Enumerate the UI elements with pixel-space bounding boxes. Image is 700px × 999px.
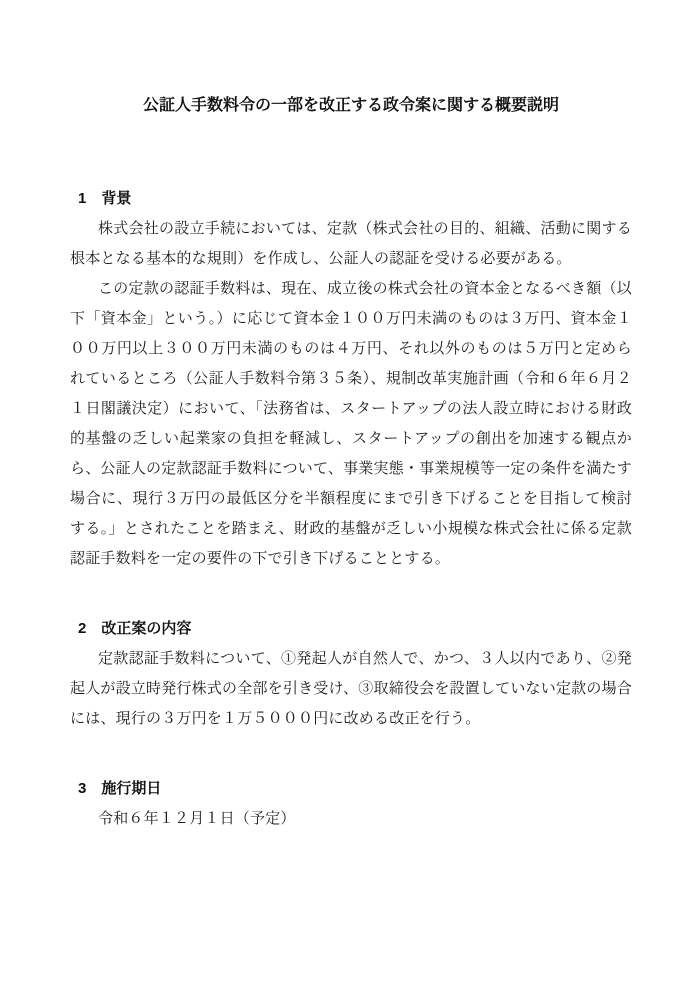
section-number: 2 [78, 620, 87, 637]
section-amendment-heading [70, 614, 632, 644]
section-heading-label: 施行期日 [101, 780, 162, 797]
section-number: 1 [78, 190, 87, 207]
background-paragraph-1: 株式会社の設立手続においては、定款（株式会社の目的、組織、活動に関する根本となる基本的な規則）を作成し、公証人の認証を受ける必要がある。 [70, 221, 632, 267]
background-paragraph-2: この定款の認証手数料は、現在、成立後の株式会社の資本金となるべき額（以下「資本金」という。）に応じて資本金１００万円未満のものは３万円、資本金１００万円以上３００万円未満のものは４万円、それ以外のものは５万円と定められているところ（公証人手数料令第３５条）、規制改革実施計画（令和６年６月２１日閣議決定）において、「法務省は、スタートアップの法人設立時における財政的基盤の乏しい起業家の負担を軽減し、スタートアップの創出を加速する観点から、公証人の定款認証手数料について、事業実態・事業規模等一定の条件を満たす場合に、現行３万円の最低区分を半額程度にまで引き下げることを目指して検討する。」とされたことを踏まえ、財政的基盤が乏しい小規模な株式会社に係る定款認証手数料を一定の要件の下で引き下げることとする。 [70, 281, 632, 567]
amendment-paragraph-1: 定款認証手数料について、①発起人が自然人で、かつ、３人以内であり、②発起人が設立時発行株式の全部を引き受け、③取締役会を設置していない定款の場合には、現行の３万円を１万５０００円に改める改正を行う。 [70, 651, 632, 727]
section-effective-date-heading [70, 774, 632, 804]
section-background-heading [70, 184, 632, 214]
section-background [70, 184, 632, 574]
effective-date-paragraph: 令和６年１２月１日（予定） [98, 811, 296, 827]
document-title: 公証人手数料令の一部を改正する政令案に関する概要説明 [142, 97, 559, 114]
section-heading-label: 背景 [101, 190, 132, 207]
section-effective-date [70, 774, 632, 834]
section-number: 3 [78, 780, 87, 797]
section-heading-label: 改正案の内容 [101, 620, 192, 637]
section-amendment-content [70, 614, 632, 734]
